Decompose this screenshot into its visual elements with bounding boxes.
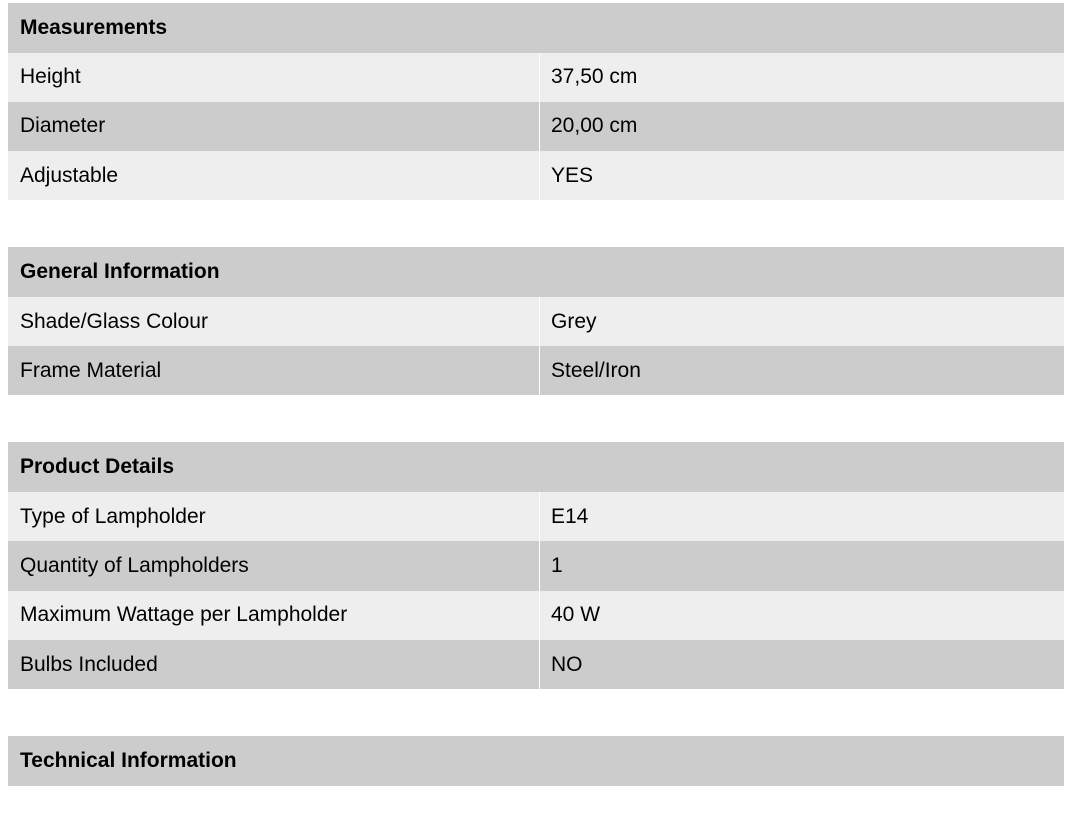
row-value: 40 W xyxy=(539,591,1064,640)
section-title: Product Details xyxy=(20,455,175,479)
section-title: General Information xyxy=(20,260,220,284)
measurements-table xyxy=(8,3,1064,200)
row-value: Steel/Iron xyxy=(539,346,1064,395)
row-label: Height xyxy=(20,65,81,89)
row-label: Bulbs Included xyxy=(20,652,158,676)
row-label: Adjustable xyxy=(20,163,119,187)
table-row xyxy=(8,591,1064,640)
table-row xyxy=(8,297,1064,346)
section-header xyxy=(8,247,1064,297)
row-value: Grey xyxy=(539,297,1064,346)
row-value: 1 xyxy=(539,541,1064,590)
row-label: Maximum Wattage per Lampholder xyxy=(20,603,348,627)
section-header xyxy=(8,3,1064,53)
table-row xyxy=(8,541,1064,590)
row-value: YES xyxy=(539,151,1064,200)
spec-sheet xyxy=(8,3,1064,833)
row-value: E14 xyxy=(539,492,1064,541)
section-header xyxy=(8,442,1064,492)
general-information-table xyxy=(8,247,1064,395)
product-details-table xyxy=(8,442,1064,689)
table-row xyxy=(8,53,1064,102)
table-row xyxy=(8,151,1064,200)
section-title: Technical Information xyxy=(20,748,237,772)
table-row xyxy=(8,492,1064,541)
row-label: Quantity of Lampholders xyxy=(20,553,249,577)
section-title: Measurements xyxy=(20,15,168,39)
row-value: 37,50 cm xyxy=(539,53,1064,102)
table-row xyxy=(8,346,1064,395)
row-label: Type of Lampholder xyxy=(20,504,206,528)
table-row xyxy=(8,640,1064,689)
row-label: Shade/Glass Colour xyxy=(20,309,208,333)
section-header xyxy=(8,736,1064,786)
table-row xyxy=(8,102,1064,151)
row-value: 20,00 cm xyxy=(539,102,1064,151)
technical-information-table xyxy=(8,736,1064,786)
row-value: NO xyxy=(539,640,1064,689)
row-label: Diameter xyxy=(20,114,106,138)
row-label: Frame Material xyxy=(20,358,162,382)
